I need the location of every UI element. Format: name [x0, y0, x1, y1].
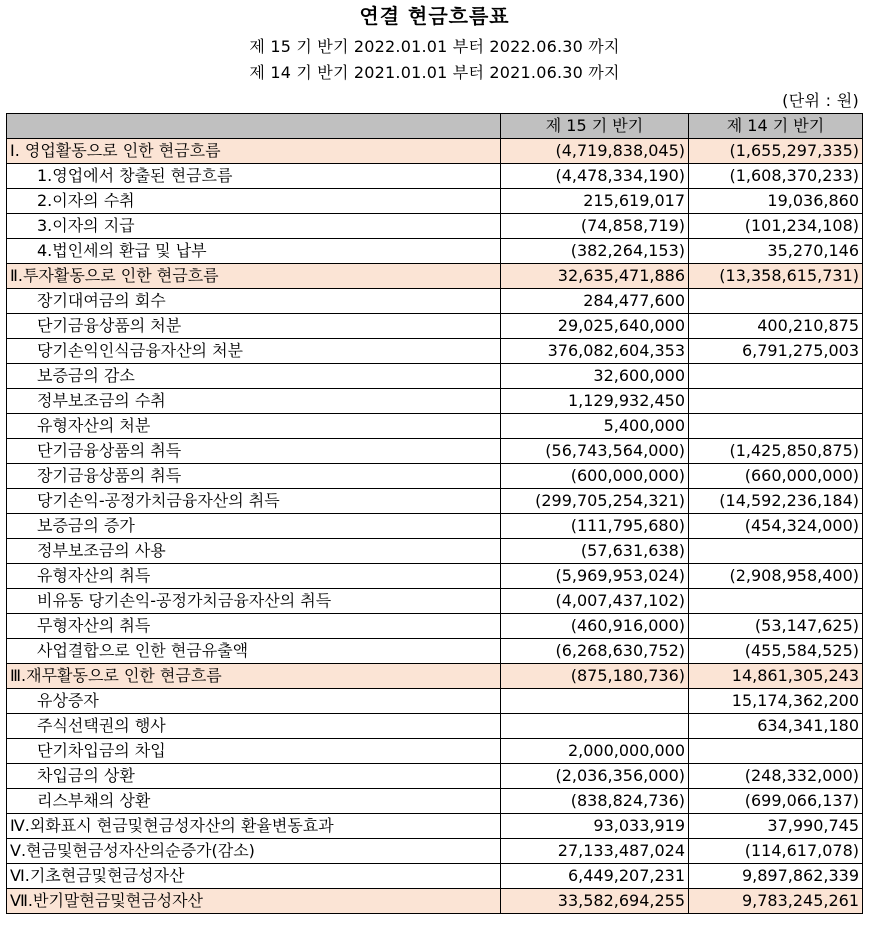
row-label: 보증금의 증가 [7, 514, 501, 539]
current-period-value: 93,033,919 [501, 814, 689, 839]
table-row [7, 739, 863, 764]
prior-period-value: 9,783,245,261 [689, 889, 863, 914]
current-period-value: (4,719,838,045) [501, 139, 689, 164]
header-prior-period: 제 14 기 반기 [689, 114, 863, 139]
table-row [7, 414, 863, 439]
current-period-value: 1,129,932,450 [501, 389, 689, 414]
current-period-value: (5,969,953,024) [501, 564, 689, 589]
table-row [7, 614, 863, 639]
prior-period-value: (1,425,850,875) [689, 439, 863, 464]
current-period-value: (299,705,254,321) [501, 489, 689, 514]
prior-period-value [689, 539, 863, 564]
header-current-period: 제 15 기 반기 [501, 114, 689, 139]
table-row [7, 639, 863, 664]
table-row [7, 314, 863, 339]
current-period-value: 32,600,000 [501, 364, 689, 389]
prior-period-value: 6,791,275,003 [689, 339, 863, 364]
row-label: 리스부채의 상환 [7, 789, 501, 814]
current-period-value: (460,916,000) [501, 614, 689, 639]
row-label: 유상증자 [7, 689, 501, 714]
current-period-value: 5,400,000 [501, 414, 689, 439]
table-row [7, 164, 863, 189]
row-label: 사업결합으로 인한 현금유출액 [7, 639, 501, 664]
prior-period-value: (2,908,958,400) [689, 564, 863, 589]
current-period-value: (56,743,564,000) [501, 439, 689, 464]
row-label: 1.영업에서 창출된 현금흐름 [7, 164, 501, 189]
table-row [7, 339, 863, 364]
table-row [7, 539, 863, 564]
prior-period-value: (455,584,525) [689, 639, 863, 664]
table-row [7, 814, 863, 839]
current-period-value: 284,477,600 [501, 289, 689, 314]
current-period-value [501, 689, 689, 714]
row-label: 정부보조금의 사용 [7, 539, 501, 564]
prior-period-value [689, 364, 863, 389]
prior-period-value: (248,332,000) [689, 764, 863, 789]
row-label: Ⅱ.투자활동으로 인한 현금흐름 [7, 264, 501, 289]
current-period-value: (4,478,334,190) [501, 164, 689, 189]
table-row [7, 364, 863, 389]
row-label: 유형자산의 처분 [7, 414, 501, 439]
section-row [7, 889, 863, 914]
row-label: 장기금융상품의 취득 [7, 464, 501, 489]
current-period-value: (4,007,437,102) [501, 589, 689, 614]
prior-period-value: (114,617,078) [689, 839, 863, 864]
prior-period-value [689, 289, 863, 314]
row-label: 정부보조금의 수취 [7, 389, 501, 414]
prior-period-value: 9,897,862,339 [689, 864, 863, 889]
current-period-value: (2,036,356,000) [501, 764, 689, 789]
section-row [7, 664, 863, 689]
prior-period-value: 400,210,875 [689, 314, 863, 339]
table-row [7, 839, 863, 864]
table-row [7, 439, 863, 464]
table-row [7, 464, 863, 489]
current-period-value: 32,635,471,886 [501, 264, 689, 289]
prior-period-value: (13,358,615,731) [689, 264, 863, 289]
prior-period-value: 19,036,860 [689, 189, 863, 214]
current-period-value: (111,795,680) [501, 514, 689, 539]
prior-period-value: 37,990,745 [689, 814, 863, 839]
prior-period-value: (101,234,108) [689, 214, 863, 239]
current-period-value: 6,449,207,231 [501, 864, 689, 889]
row-label: 2.이자의 수취 [7, 189, 501, 214]
table-row [7, 864, 863, 889]
row-label: Ⅴ.현금및현금성자산의순증가(감소) [7, 839, 501, 864]
prior-period-value: 14,861,305,243 [689, 664, 863, 689]
table-row [7, 689, 863, 714]
cash-flow-table [6, 113, 863, 914]
current-period-value: 215,619,017 [501, 189, 689, 214]
table-row [7, 389, 863, 414]
period-current: 제 15 기 반기 2022.01.01 부터 2022.06.30 까지 [249, 37, 620, 56]
table-row [7, 789, 863, 814]
period-prior: 제 14 기 반기 2021.01.01 부터 2021.06.30 까지 [249, 63, 620, 82]
prior-period-value: (454,324,000) [689, 514, 863, 539]
row-label: 차입금의 상환 [7, 764, 501, 789]
row-label: 장기대여금의 회수 [7, 289, 501, 314]
current-period-value: 376,082,604,353 [501, 339, 689, 364]
table-header-row [7, 114, 863, 139]
current-period-value: (382,264,153) [501, 239, 689, 264]
row-label: 보증금의 감소 [7, 364, 501, 389]
table-row [7, 564, 863, 589]
prior-period-value [689, 739, 863, 764]
row-label: 단기금융상품의 처분 [7, 314, 501, 339]
row-label: Ⅲ.재무활동으로 인한 현금흐름 [7, 664, 501, 689]
current-period-value: 2,000,000,000 [501, 739, 689, 764]
current-period-value: 33,582,694,255 [501, 889, 689, 914]
row-label: 주식선택권의 행사 [7, 714, 501, 739]
table-row [7, 189, 863, 214]
row-label: 무형자산의 취득 [7, 614, 501, 639]
current-period-value: (600,000,000) [501, 464, 689, 489]
current-period-value: (57,631,638) [501, 539, 689, 564]
row-label: Ⅳ.외화표시 현금및현금성자산의 환율변동효과 [7, 814, 501, 839]
row-label: Ⅶ.반기말현금및현금성자산 [7, 889, 501, 914]
row-label: 단기금융상품의 취득 [7, 439, 501, 464]
row-label: 비유동 당기손익-공정가치금융자산의 취득 [7, 589, 501, 614]
table-row [7, 489, 863, 514]
current-period-value: 27,133,487,024 [501, 839, 689, 864]
row-label: 단기차입금의 차입 [7, 739, 501, 764]
row-label: 4.법인세의 환급 및 납부 [7, 239, 501, 264]
row-label: 당기손익-공정가치금융자산의 취득 [7, 489, 501, 514]
current-period-value: (875,180,736) [501, 664, 689, 689]
table-row [7, 239, 863, 264]
section-row [7, 264, 863, 289]
row-label: Ⅰ. 영업활동으로 인한 현금흐름 [7, 139, 501, 164]
prior-period-value: (1,655,297,335) [689, 139, 863, 164]
row-label: 유형자산의 취득 [7, 564, 501, 589]
prior-period-value: (1,608,370,233) [689, 164, 863, 189]
prior-period-value [689, 414, 863, 439]
prior-period-value: (53,147,625) [689, 614, 863, 639]
row-label: Ⅵ.기초현금및현금성자산 [7, 864, 501, 889]
prior-period-value: 15,174,362,200 [689, 689, 863, 714]
table-row [7, 764, 863, 789]
current-period-value: (6,268,630,752) [501, 639, 689, 664]
row-label: 당기손익인식금융자산의 처분 [7, 339, 501, 364]
current-period-value: (838,824,736) [501, 789, 689, 814]
prior-period-value [689, 389, 863, 414]
prior-period-value: (14,592,236,184) [689, 489, 863, 514]
table-row [7, 514, 863, 539]
prior-period-value: (699,066,137) [689, 789, 863, 814]
prior-period-value: 35,270,146 [689, 239, 863, 264]
section-row [7, 139, 863, 164]
unit-label: (단위 : 원) [782, 91, 859, 110]
prior-period-value: (660,000,000) [689, 464, 863, 489]
current-period-value [501, 714, 689, 739]
table-row [7, 589, 863, 614]
prior-period-value: 634,341,180 [689, 714, 863, 739]
current-period-value: (74,858,719) [501, 214, 689, 239]
table-row [7, 714, 863, 739]
table-row [7, 214, 863, 239]
prior-period-value [689, 589, 863, 614]
report-title: 연결 현금흐름표 [359, 4, 510, 28]
current-period-value: 29,025,640,000 [501, 314, 689, 339]
table-row [7, 289, 863, 314]
header-label-col [7, 114, 501, 139]
row-label: 3.이자의 지급 [7, 214, 501, 239]
